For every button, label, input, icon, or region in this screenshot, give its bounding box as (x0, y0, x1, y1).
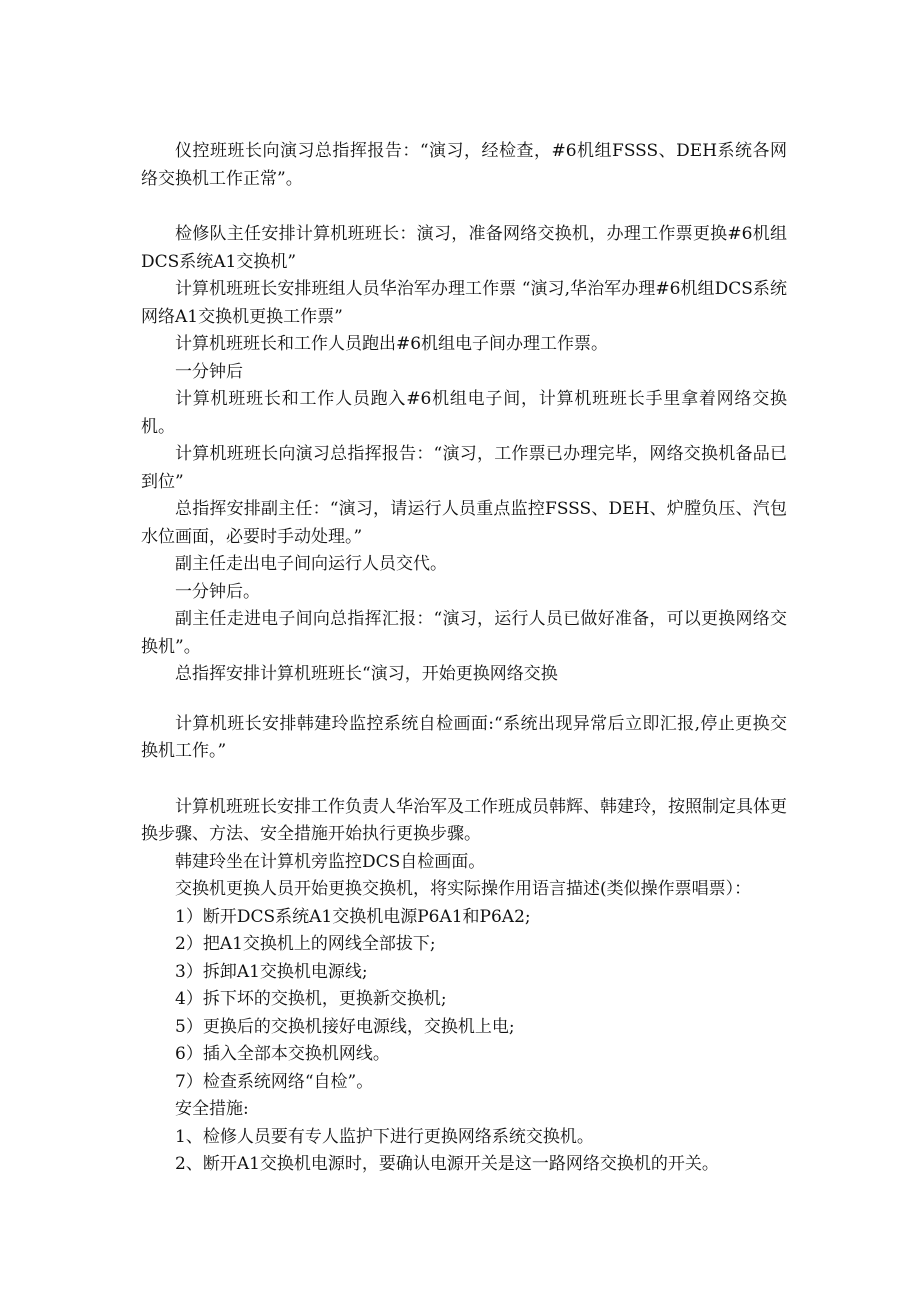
step-2: 2）把A1交换机上的网线全部拔下; (175, 934, 436, 954)
step-4: 4）拆下坏的交换机，更换新交换机; (175, 989, 447, 1009)
paragraph-10: 一分钟后。 (175, 581, 260, 602)
paragraph-7: 计算机班班长向演习总指挥报告：“演习，工作票已办理完毕，网络交换机备品已到位” (141, 444, 787, 492)
safety-heading: 安全措施: (175, 1099, 249, 1119)
spacer (141, 689, 787, 711)
paragraph-11: 副主任走进电子间向总指挥汇报：“演习，运行人员已做好准备，可以更换网络交换机”。 (141, 609, 787, 657)
step-7: 7）检查系统网络“自检”。 (175, 1071, 374, 1092)
paragraph-2: 检修队主任安排计算机班班长：演习，准备网络交换机，办理工作票更换#6机组DCS系统A1交换机” (141, 224, 787, 272)
spacer (141, 193, 787, 221)
paragraph-5: 一分钟后 (175, 361, 243, 382)
safety-item-2: 2、断开A1交换机电源时，要确认电源开关是这一路网络交换机的开关。 (175, 1154, 719, 1174)
document-body (141, 138, 787, 1179)
paragraph-9: 副主任走出电子间向运行人员交代。 (175, 554, 447, 574)
paragraph-15: 韩建玲坐在计算机旁监控DCS自检画面。 (175, 851, 486, 872)
step-3: 3）拆卸A1交换机电源线; (175, 961, 368, 982)
paragraph-8: 总指挥安排副主任：“演习，请运行人员重点监控FSSS、DEH、炉膛负压、汽包水位画面，必要时手动处理。” (141, 499, 787, 547)
paragraph-3: 计算机班班长安排班组人员华治军办理工作票 “演习,华治军办理#6机组DCS系统网络A1交换机更换工作票” (141, 279, 787, 327)
spacer (141, 766, 787, 794)
paragraph-6: 计算机班班长和工作人员跑入#6机组电子间，计算机班班长手里拿着网络交换机。 (141, 389, 787, 437)
paragraph-12: 总指挥安排计算机班班长“演习，开始更换网络交换 (175, 664, 558, 684)
paragraph-13: 计算机班长安排韩建玲监控系统自检画面:“系统出现异常后立即汇报,停止更换交换机工作。” (141, 713, 787, 761)
step-1: 1）断开DCS系统A1交换机电源P6A1和P6A2; (175, 906, 531, 927)
safety-item-1: 1、检修人员要有专人监护下进行更换网络系统交换机。 (175, 1126, 594, 1147)
paragraph-16: 交换机更换人员开始更换交换机，将实际操作用语言描述(类似操作票唱票）： (175, 879, 752, 899)
paragraph-14: 计算机班班长安排工作负责人华治军及工作班成员韩辉、韩建玲，按照制定具体更换步骤、方法、安全措施开始执行更换步骤。 (141, 796, 787, 844)
paragraph-4: 计算机班班长和工作人员跑出#6机组电子间办理工作票。 (175, 334, 609, 354)
paragraph-1: 仪控班班长向演习总指挥报告：“演习，经检查，#6机组FSSS、DEH系统各网络交换机工作正常”。 (141, 141, 787, 189)
step-6: 6）插入全部本交换机网线。 (175, 1044, 390, 1064)
step-5: 5）更换后的交换机接好电源线，交换机上电; (175, 1016, 515, 1037)
